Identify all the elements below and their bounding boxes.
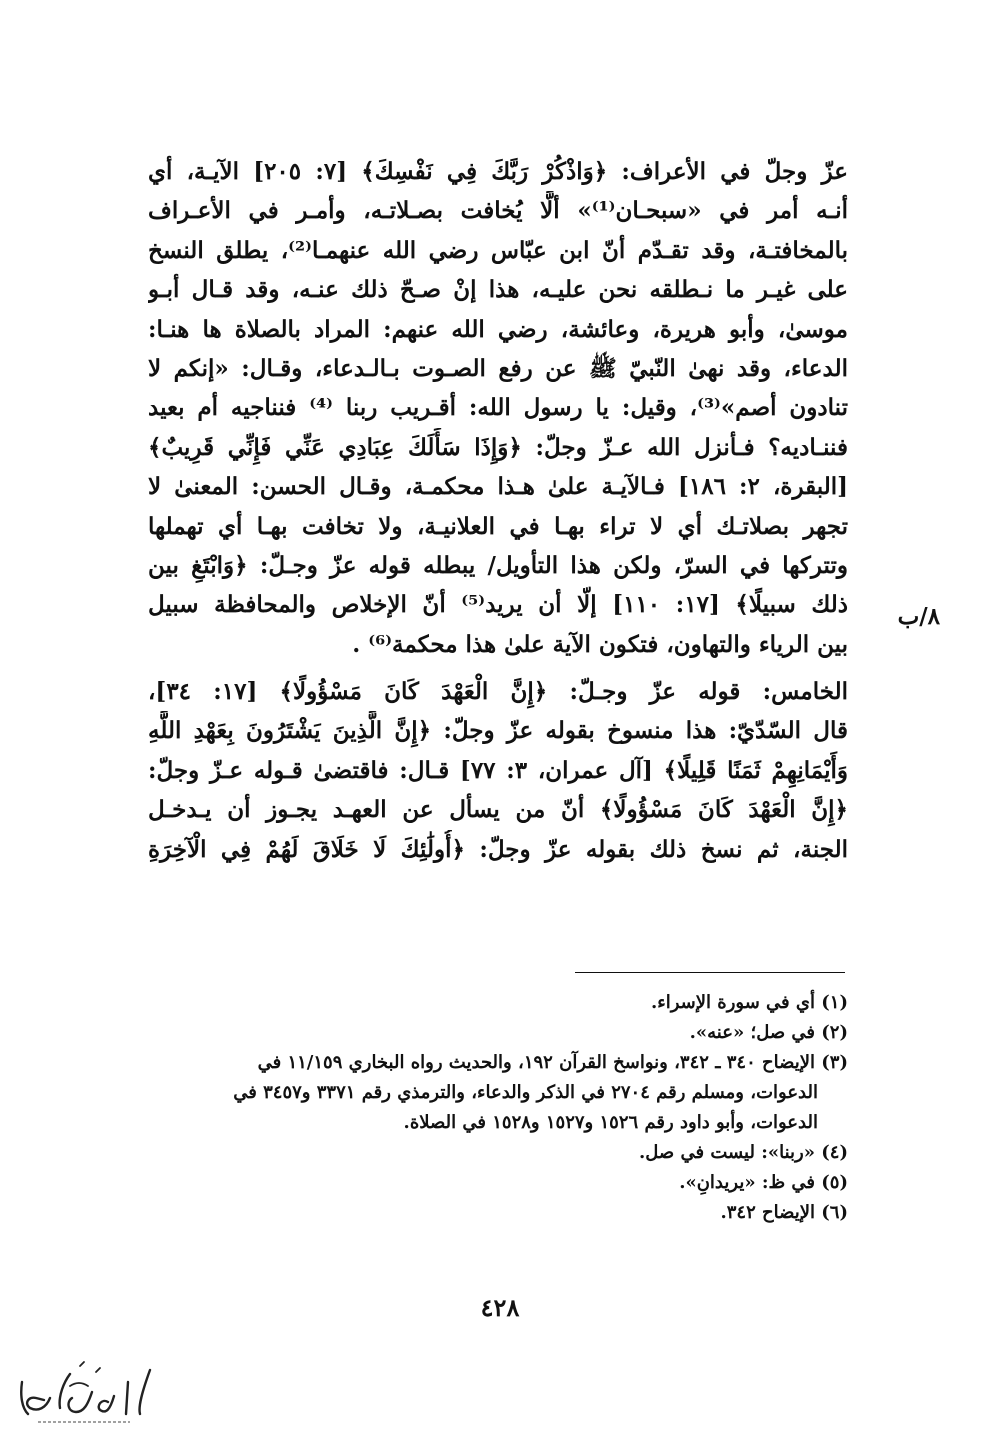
footnotes — [148, 988, 848, 1228]
footnote: (٣) الإيضاح ٣٤٠ ـ ٣٤٢، ونواسخ القرآن ١٩٢، والحديث رواه البخاري ١١/١٥٩ في — [257, 1052, 848, 1073]
text-line: ﴿إِنَّ الْعَهْدَ كَانَ مَسْؤُولًا﴾ أنّ من يسأل عن العهـد يجـوز أن يـدخـل — [148, 796, 848, 824]
text-line: موسىٰ، وأبو هريرة، وعائشة، رضي الله عنهم: المراد بالصلاة ها هنـا: — [148, 315, 848, 343]
footnote-continuation: الدعوات، وأبو داود رقم ١٥٢٦ و١٥٢٧ و١٥٢٨ في الصلاة. — [403, 1112, 818, 1133]
text-line: أنـه أمر في «سبحـان⁽¹⁾» ألَّا يُخافت بصـلاتـه، وأمـر في الأعـراف — [148, 197, 848, 225]
text-line: وَأَيْمَانِهِمْ ثَمَنًا قَلِيلًا﴾ [آل عمران، ٣: ٧٧] قـال: فاقتضىٰ قـوله عـزّ وجلّ: — [148, 756, 848, 784]
page-number: ٤٢٨ — [480, 1293, 520, 1322]
text-line: وتتركها في السرّ، ولكن هذا التأويل/ يبطله قوله عزّ وجـلّ: ﴿وَابْتَغِ بين — [148, 551, 848, 579]
text-line: [البقرة، ٢: ١٨٦] فـالآيـة علىٰ هـذا محكمـة، وقـال الحسن: المعنىٰ لا — [148, 473, 848, 501]
footnote: (٢) في صل؛ «عنه». — [689, 1022, 848, 1043]
text-line: على غيـر ما نـطلقه نحن عليـه، هذا إنْ صـحّ ذلك عنـه، وقد قـال أبـو — [148, 276, 848, 304]
footnote-continuation: الدعوات، ومسلم رقم ٢٧٠٤ في الذكر والدعاء، والترمذي رقم ٣٣٧١ و٣٤٥٧ في — [233, 1082, 818, 1103]
text-line: فننـاديه؟ فـأنزل الله عـزّ وجلّ: ﴿وَإِذَا سَأَلَكَ عِبَادِي عَنِّي فَإِنِّي قَرِيبٌ﴾ — [148, 433, 848, 461]
footnote: (٤) «ربنا»: ليست في صل. — [639, 1142, 848, 1163]
footnote-divider — [575, 972, 845, 973]
text-line: ذلك سبيلًا﴾ [١٧: ١١٠] إلّا أن يريد⁽⁵⁾ أنّ الإخلاص والمحافظة سبيل — [148, 591, 848, 619]
footnote: (٥) في ظ: «يريدانِ». — [679, 1172, 848, 1193]
text-line: عزّ وجلّ في الأعراف: ﴿وَاذْكُرْ رَبَّكَ فِي نَفْسِكَ﴾ [٧: ٢٠٥] الآيـة، أي — [148, 158, 848, 185]
text-line: الدعاء، وقد نهىٰ النّبيّ ﷺ عن رفع الصـوت بـالـدعاء، وقـال: «إنكم لا — [148, 354, 848, 382]
manuscript-folio-marker: ٨/ب — [897, 603, 940, 630]
text-line: الخامس: قوله عزّ وجـلّ: ﴿إِنَّ الْعَهْدَ كَانَ مَسْؤُولًا﴾ [١٧: ٣٤]، — [148, 678, 848, 706]
text-line: بالمخافتـة، وقد تقـدّم أنّ ابن عبّاس رضي الله عنهمـا⁽²⁾، يطلق النسخ — [148, 236, 848, 264]
main-text — [148, 152, 848, 869]
text-line: تجهر بصلاتـك أي لا تراء بهـا في العلانيـة، ولا تخافت بهـا أي تهملها — [148, 512, 848, 540]
text-line: تنادون أصم»⁽³⁾، وقيل: يا رسول الله: أقـريب ربنا ⁽⁴⁾ فنناجيه أم بعيد — [148, 394, 848, 422]
text-line: الجنة، ثم نسخ ذلك بقوله عزّ وجلّ: ﴿أُولَٰئِكَ لَا خَلَاقَ لَهُمْ فِي الْآخِرَةِ — [148, 835, 848, 863]
watermark-logo-icon — [10, 1352, 160, 1432]
footnote: (١) أي في سورة الإسراء. — [651, 992, 848, 1013]
text-line: قال السّدّيّ: هذا منسوخ بقوله عزّ وجلّ: ﴿إِنَّ الَّذِينَ يَشْتَرُونَ بِعَهْدِ اللَّهِ — [148, 717, 848, 745]
footnote: (٦) الإيضاح ٣٤٢. — [720, 1202, 848, 1223]
text-line: بين الرياء والتهاون، فتكون الآية علىٰ هذا محكمة⁽⁶⁾ . — [352, 630, 848, 658]
